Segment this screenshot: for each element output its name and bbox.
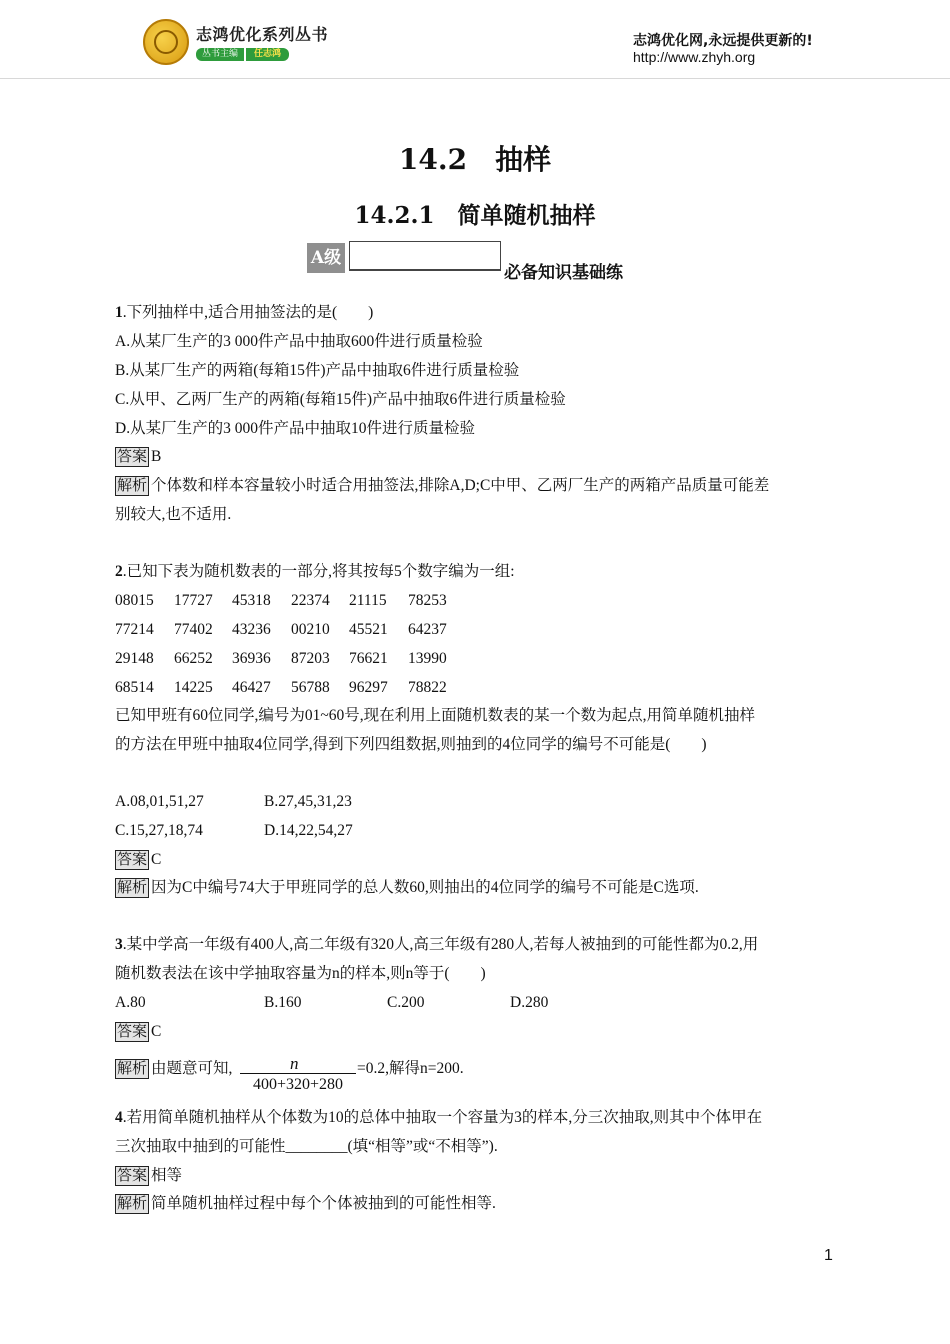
- level-heading: 必备知识基础练: [504, 263, 623, 283]
- question-1-analysis: [115, 476, 769, 496]
- question-3-analysis: [115, 1059, 232, 1079]
- question-2-option-a: A.08,01,51,27: [115, 793, 204, 810]
- question-1-answer: [115, 447, 161, 467]
- answer-value: 相等: [151, 1167, 183, 1184]
- question-2-stem-cont-2: 的方法在甲班中抽取4位同学,得到下列四组数据,则抽到的4位同学的编号不可能是( ): [115, 736, 707, 753]
- table-cell: 78253: [408, 592, 447, 609]
- table-cell: 00210: [291, 621, 330, 638]
- fraction-bar: [240, 1073, 356, 1074]
- analysis-tag: 解析: [117, 478, 148, 494]
- table-cell: 22374: [291, 592, 330, 609]
- table-cell: 29148: [115, 650, 154, 667]
- logo-emblem-icon: [154, 30, 178, 54]
- answer-value: C: [151, 1023, 162, 1040]
- question-3-option-b: B.160: [264, 994, 302, 1011]
- publisher-logo: [143, 19, 189, 65]
- question-text: .已知下表为随机数表的一部分,将其按每5个数字编为一组:: [122, 563, 515, 580]
- analysis-text: 由题意可知,: [151, 1060, 233, 1077]
- table-cell: 14225: [174, 679, 213, 696]
- page-number: 1: [824, 1247, 833, 1264]
- question-3-option-d: D.280: [510, 994, 549, 1011]
- table-cell: 45318: [232, 592, 271, 609]
- table-cell: 68514: [115, 679, 154, 696]
- table-cell: 46427: [232, 679, 271, 696]
- question-number: 4: [115, 1109, 123, 1126]
- question-2-option-d: D.14,22,54,27: [264, 822, 353, 839]
- analysis-text: 因为C中编号74大于甲班同学的总人数60,则抽出的4位同学的编号不可能是C选项.: [151, 879, 699, 896]
- question-2-stem: [115, 562, 515, 582]
- question-2-option-c: C.15,27,18,74: [115, 822, 203, 839]
- question-1-option-d: D.从某厂生产的3 000件产品中抽取10件进行质量检验: [115, 420, 475, 437]
- question-text: .若用简单随机抽样从个体数为10的总体中抽取一个容量为3的样本,分三次抽取,则其中个体甲在: [122, 1109, 763, 1126]
- question-4-analysis: [115, 1194, 496, 1214]
- question-3-stem: [115, 935, 758, 955]
- editor-strip: [196, 48, 289, 61]
- question-1-option-c: C.从甲、乙两厂生产的两箱(每箱15件)产品中抽取6件进行质量检验: [115, 391, 566, 408]
- table-cell: 77214: [115, 621, 154, 638]
- question-1-option-b: B.从某厂生产的两箱(每箱15件)产品中抽取6件进行质量检验: [115, 362, 520, 379]
- question-text: .下列抽样中,适合用抽签法的是( ): [122, 304, 374, 321]
- table-cell: 13990: [408, 650, 447, 667]
- question-text: .某中学高一年级有400人,高二年级有320人,高三年级有280人,若每人被抽到的可能性都为0.2,用: [122, 936, 759, 953]
- level-badge: A级: [307, 243, 345, 273]
- section-title: 14.2 抽样: [398, 143, 552, 176]
- editor-name: 任志鸿: [246, 48, 289, 61]
- answer-tag: 答案: [117, 1024, 148, 1040]
- header-slogan: 志鸿优化网,永远提供更新的!: [633, 33, 813, 49]
- question-2-option-b: B.27,45,31,23: [264, 793, 352, 810]
- table-cell: 77402: [174, 621, 213, 638]
- analysis-text: 简单随机抽样过程中每个个体被抽到的可能性相等.: [151, 1195, 496, 1212]
- analysis-tag: 解析: [117, 1061, 148, 1077]
- table-cell: 56788: [291, 679, 330, 696]
- header-url[interactable]: http://www.zhyh.org: [633, 49, 756, 65]
- question-1-option-a: A.从某厂生产的3 000件产品中抽取600件进行质量检验: [115, 333, 483, 350]
- editor-label: 丛书主编: [196, 48, 244, 61]
- answer-value: C: [151, 851, 162, 868]
- analysis-tag: 解析: [117, 880, 148, 896]
- answer-tag: 答案: [117, 1168, 148, 1184]
- table-cell: 64237: [408, 621, 447, 638]
- subsection-title: 14.2.1 简单随机抽样: [354, 202, 596, 229]
- level-blank-box: [349, 241, 501, 271]
- question-4-stem: [115, 1108, 762, 1128]
- analysis-tag: 解析: [117, 1196, 148, 1212]
- header-divider: [0, 78, 950, 79]
- answer-tag: 答案: [117, 852, 148, 868]
- table-cell: 87203: [291, 650, 330, 667]
- question-number: 3: [115, 936, 123, 953]
- table-cell: 21115: [349, 592, 387, 609]
- series-title: 志鸿优化系列丛书: [196, 25, 329, 44]
- question-2-analysis: [115, 878, 699, 898]
- question-1-stem: [115, 303, 373, 323]
- question-4-stem-cont: 三次抽取中抽到的可能性________(填“相等”或“不相等”).: [115, 1138, 498, 1155]
- table-cell: 78822: [408, 679, 447, 696]
- question-2-answer: [115, 850, 161, 870]
- question-2-stem-cont-1: 已知甲班有60位同学,编号为01~60号,现在利用上面随机数表的某一个数为起点,用简单随机抽样: [115, 707, 756, 724]
- question-3-answer: [115, 1022, 161, 1042]
- question-3-option-c: C.200: [387, 994, 425, 1011]
- table-cell: 96297: [349, 679, 388, 696]
- table-cell: 08015: [115, 592, 154, 609]
- question-1-analysis-cont: 别较大,也不适用.: [115, 506, 232, 523]
- question-number: 2: [115, 563, 123, 580]
- answer-tag: 答案: [117, 449, 148, 465]
- answer-value: B: [151, 448, 162, 465]
- analysis-text: 个体数和样本容量较小时适合用抽签法,排除A,D;C中甲、乙两厂生产的两箱产品质量可能差: [151, 477, 770, 494]
- fraction-numerator: n: [290, 1054, 299, 1073]
- fraction-denominator: 400+320+280: [252, 1076, 344, 1093]
- table-cell: 76621: [349, 650, 388, 667]
- question-3-stem-cont: 随机数表法在该中学抽取容量为n的样本,则n等于( ): [115, 965, 486, 982]
- table-cell: 45521: [349, 621, 388, 638]
- question-number: 1: [115, 304, 123, 321]
- table-cell: 66252: [174, 650, 213, 667]
- analysis-suffix: =0.2,解得n=200.: [357, 1060, 464, 1077]
- question-3-option-a: A.80: [115, 994, 146, 1011]
- table-cell: 43236: [232, 621, 271, 638]
- question-4-answer: [115, 1166, 182, 1186]
- table-cell: 36936: [232, 650, 271, 667]
- table-cell: 17727: [174, 592, 213, 609]
